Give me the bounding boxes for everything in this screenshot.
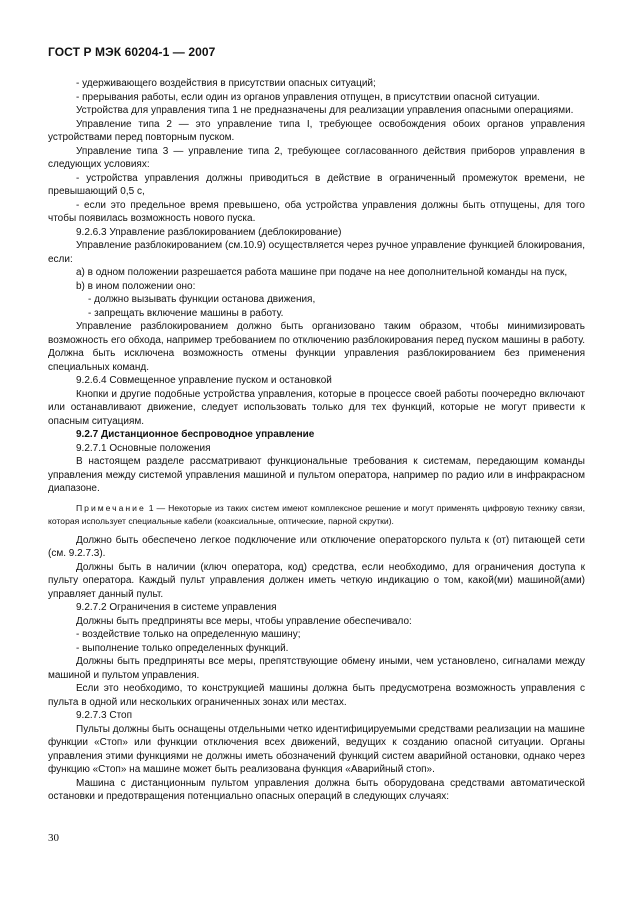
paragraph: Машина с дистанционным пультом управления должна быть оборудована средствами автоматической остановки и предотвращения потенциально опасных операций в следующих случаях: (48, 777, 585, 802)
list-item: b) в ином положении оно: (76, 280, 196, 292)
paragraph: Управление разблокированием должно быть организовано таким образом, чтобы минимизировать возможность его обхода, например требованием по отключению разблокирования перед пуском машины в работу. Должна быть исключена возможность отмены функции управления разблокированием без применения специальных команд. (48, 321, 585, 373)
list-item: - выполнение только определенных функций. (76, 642, 289, 654)
paragraph: Должно быть обеспечено легкое подключение или отключение операторского пульта к (от) питающей сети (см. 9.2.7.3). (48, 534, 585, 559)
paragraph: Должны быть предприняты все меры, препятствующие обмену иными, чем установлено, сигналами между машиной и пультом управления. (48, 656, 585, 681)
section-heading: 9.2.7 Дистанционное беспроводное управление (76, 429, 315, 440)
section-heading: 9.2.7.3 Стоп (76, 710, 133, 721)
list-item: - если это предельное время превышено, оба устройства управления должны быть отпущены, для того чтобы появилась возможность нового пуска. (48, 199, 585, 224)
page-number: 30 (48, 832, 59, 844)
list-item: - запрещать включение машины в работу. (88, 307, 284, 319)
list-item: - прерывания работы, если один из органов управления отпущен, в присутствии опасной ситуации. (76, 91, 540, 103)
note (48, 502, 585, 528)
list-item: - воздействие только на определенную машину; (76, 629, 301, 640)
list-item: - удерживающего воздействия в присутствии опасных ситуаций; (76, 78, 376, 89)
paragraph: Должны быть в наличии (ключ оператора, код) средства, если необходимо, для ограничения доступа к пульту оператора. Каждый пульт управления должен иметь четкую индикацию о том, какой(ми) машиной(ами) управляет данный пульт. (48, 561, 585, 600)
paragraph: Если это необходимо, то конструкцией машины должна быть предусмотрена возможность управления с пульта в одной или нескольких ограниченных зонах или местах. (48, 683, 585, 708)
standard-header: ГОСТ Р МЭК 60204-1 — 2007 (48, 45, 216, 59)
paragraph: В настоящем разделе рассматривают функциональные требования к системам, передающим команды управления между системой управления машиной и пультом оператора, например по радио или в инфракрасном диапазоне. (48, 456, 585, 494)
paragraph: Пульты должны быть оснащены отдельными четко идентифицируемыми средствами реализации на машине функции «Стоп» или функции отключения всех движений, ведущих к созданию опасной ситуации. Органы управления этими функциями не должны иметь обозначений функций систем аварийной остановки, однако через функцию «Стоп» на машине может быть реализована функция «Аварийный стоп». (48, 723, 585, 775)
section-heading: 9.2.6.4 Совмещенное управление пуском и остановкой (76, 375, 332, 386)
paragraph: Кнопки и другие подобные устройства управления, которые в процессе своей работы поочередно включают или останавливают движение, следует использовать только для тех функций, которые не могут привести к опасным ситуациям. (48, 388, 585, 427)
section-heading: 9.2.6.3 Управление разблокированием (деблокирование) (76, 226, 342, 238)
section-heading: 9.2.7.1 Основные положения (76, 442, 211, 454)
section-heading: 9.2.7.2 Ограничения в системе управления (76, 602, 277, 613)
note-text: 1 — Некоторые из таких систем имеют комплексное решение и могут применять цифровую технику связи, которая использует специальные кабели (коаксиальные, оптические, парной скрутки). (48, 502, 585, 526)
paragraph: Управление типа 3 — управление типа 2, требующее согласованного действия приборов управления в следующих условиях: (48, 145, 585, 170)
list-item: - должно вызывать функции останова движения, (88, 294, 316, 305)
paragraph: Управление типа 2 — это управление типа I, требующее освобождения обоих органов управления устройствами перед повторным пуском. (48, 118, 585, 143)
list-item: а) в одном положении разрешается работа машине при подаче на нее дополнительной команды на пуск, (76, 267, 568, 278)
paragraph: Устройства для управления типа 1 не предназначены для реализации управления опасными операциями. (76, 105, 574, 116)
document-body (48, 77, 585, 804)
note-label: Примечание (76, 502, 146, 513)
paragraph: Должны быть предприняты все меры, чтобы управление обеспечивало: (76, 615, 412, 627)
list-item: - устройства управления должны приводиться в действие в ограниченный промежуток времени, не превышающий 0,5 с, (48, 172, 585, 197)
paragraph: Управление разблокированием (см.10.9) осуществляется через ручное управление функцией блокирования, если: (48, 240, 585, 265)
